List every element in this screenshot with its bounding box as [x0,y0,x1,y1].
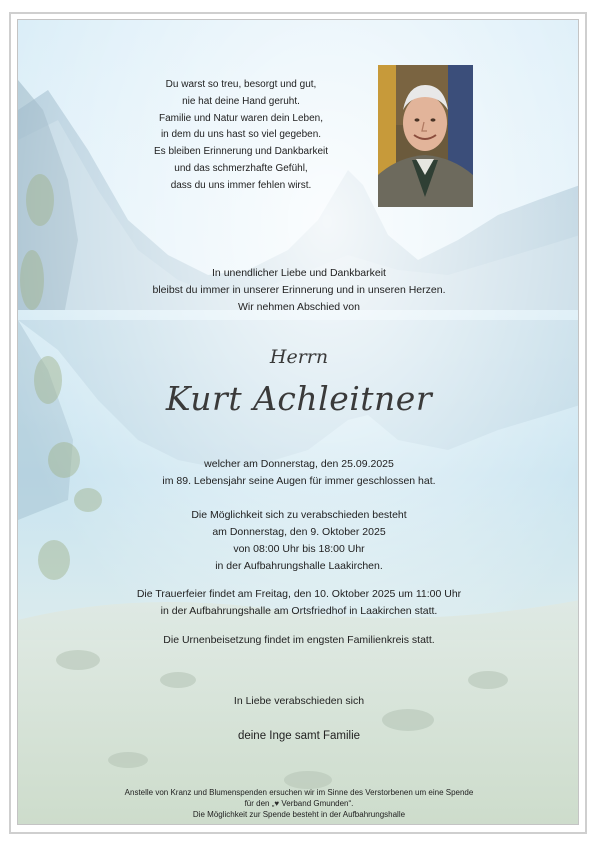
donation-suffix: Verband Gmunden“. [279,799,354,808]
poem-line: nie hat deine Hand geruht. [182,95,300,107]
card-frame [17,19,579,825]
deceased-name: Kurt Achleitner [165,379,433,418]
death-notice-line: welcher am Donnerstag, den 25.09.2025 [204,458,394,470]
poem-line: dass du uns immer fehlen wirst. [170,179,312,191]
viewing-line: von 08:00 Uhr bis 18:00 Uhr [233,543,365,555]
donation-line: Die Möglichkeit zur Spende besteht in der Aufbahrungshalle [192,810,406,819]
poem-line: Es bleiben Erinnerung und Dankbarkeit [154,146,328,158]
portrait-image [378,65,473,207]
donation-line [59,798,539,809]
death-notice-line: im 89. Lebensjahr seine Augen für immer geschlossen hat. [162,475,436,487]
donation-line: Anstelle von Kranz und Blumenspenden ersuchen wir im Sinne des Verstorbenen um eine Spende [124,788,474,797]
poem-line: Familie und Natur waren dein Leben, [159,112,323,124]
intro-line: Wir nehmen Abschied von [238,301,360,313]
poem [111,77,371,195]
ceremony-line: in der Aufbahrungshalle am Ortsfriedhof in Laakirchen statt. [160,605,438,617]
intro-text [99,265,499,316]
farewell-text: In Liebe verabschieden sich [233,695,365,707]
death-notice [89,456,509,490]
poem-line: in dem du uns hast so viel gegeben. [160,129,322,141]
salutation: Herrn [269,346,329,368]
viewing-line: Die Möglichkeit sich zu verabschieden besteht [191,509,407,521]
urn-line: Die Urnenbeisetzung findet im engsten Familienkreis statt. [163,634,435,646]
intro-line: bleibst du immer in unserer Erinnerung und in unseren Herzen. [152,284,446,296]
viewing-line: am Donnerstag, den 9. Oktober 2025 [212,526,386,538]
poem-line: und das schmerzhafte Gefühl, [174,162,308,174]
portrait-photo [378,65,473,207]
ceremony-info [89,586,509,620]
donation-note [59,787,539,820]
viewing-line: in der Aufbahrungshalle Laakirchen. [215,560,383,572]
urn-info [89,632,509,649]
poem-line: Du warst so treu, besorgt und gut, [165,79,317,90]
ceremony-line: Die Trauerfeier findet am Freitag, den 10. Oktober 2025 um 11:00 Uhr [136,588,462,600]
intro-line: In unendlicher Liebe und Dankbarkeit [212,267,386,279]
heart-icon: ♥ [274,799,280,808]
donation-prefix: für den „ [244,799,275,808]
family-signature: deine Inge samt Familie [237,730,361,742]
viewing-info [89,507,509,575]
